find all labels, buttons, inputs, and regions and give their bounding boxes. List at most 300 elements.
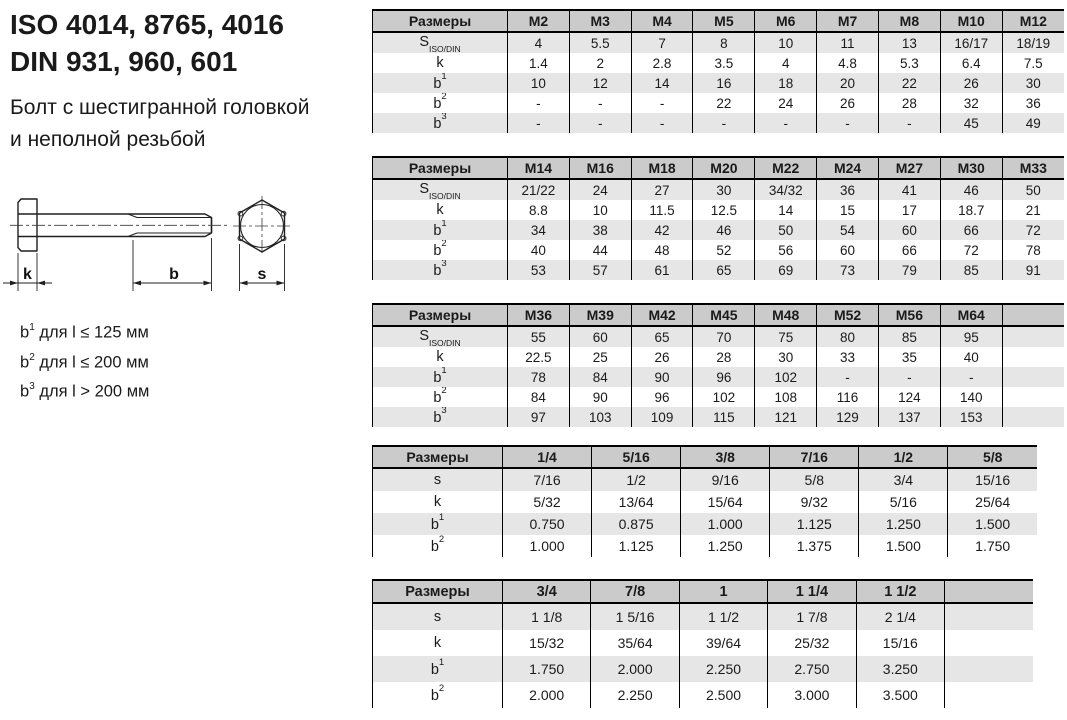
table-cell: 80 bbox=[817, 326, 879, 347]
table-cell: 13 bbox=[878, 32, 940, 53]
table-cell: 11 bbox=[817, 32, 879, 53]
header-row bbox=[373, 304, 1065, 326]
table-cell: 41 bbox=[878, 179, 940, 200]
table-cell: 4 bbox=[508, 32, 570, 53]
column-header: M42 bbox=[631, 304, 693, 326]
table-cell: 36 bbox=[1002, 93, 1064, 113]
table-cell: 102 bbox=[755, 367, 817, 387]
title-iso: ISO 4014, 8765, 4016 bbox=[10, 9, 284, 40]
table-cell: 0.750 bbox=[503, 513, 592, 535]
column-header bbox=[945, 580, 1033, 603]
table-cell: 108 bbox=[755, 387, 817, 407]
dimension-table bbox=[372, 156, 1064, 280]
table-cell: - bbox=[693, 113, 755, 133]
table-cell: 15/16 bbox=[856, 630, 944, 656]
table-cell: 50 bbox=[1002, 179, 1064, 200]
table-cell: 95 bbox=[940, 326, 1002, 347]
table-cell: 2.000 bbox=[591, 656, 679, 682]
table-cell: 96 bbox=[631, 387, 693, 407]
table-cell bbox=[945, 656, 1033, 682]
table-cell: 1.250 bbox=[859, 513, 948, 535]
table-row bbox=[373, 630, 1034, 656]
table-cell bbox=[1002, 387, 1064, 407]
table-cell: - bbox=[878, 367, 940, 387]
column-header: M14 bbox=[508, 157, 570, 179]
table-cell: 15/64 bbox=[681, 491, 770, 513]
table-cell: 3.250 bbox=[856, 656, 944, 682]
table-cell: 18 bbox=[755, 73, 817, 93]
table-cell: 124 bbox=[878, 387, 940, 407]
dim-label-s: s bbox=[257, 266, 267, 283]
table-row bbox=[373, 179, 1065, 200]
table-cell: 7 bbox=[631, 32, 693, 53]
table-cell: - bbox=[940, 367, 1002, 387]
table-cell: 55 bbox=[508, 326, 570, 347]
row-label: $S_{ISO/DIN}$ bbox=[373, 326, 508, 347]
table-cell: 60 bbox=[569, 326, 631, 347]
dimension-table bbox=[372, 303, 1064, 427]
table-cell: 45 bbox=[940, 113, 1002, 133]
table-cell: 2 bbox=[569, 53, 631, 73]
table-cell: 140 bbox=[940, 387, 1002, 407]
column-header bbox=[1002, 304, 1064, 326]
table-cell: 1.4 bbox=[508, 53, 570, 73]
column-header: 1/2 bbox=[859, 446, 948, 468]
table-cell: 10 bbox=[508, 73, 570, 93]
table-row bbox=[373, 53, 1065, 73]
table-cell: 34 bbox=[508, 220, 570, 240]
table-cell: 35 bbox=[878, 347, 940, 367]
table-cell: 3.000 bbox=[768, 682, 856, 708]
table-cell: 40 bbox=[508, 240, 570, 260]
column-header: M2 bbox=[508, 10, 570, 32]
title-din: DIN 931, 960, 601 bbox=[10, 46, 238, 77]
table-cell: 12.5 bbox=[693, 200, 755, 220]
table-cell: 1.125 bbox=[592, 535, 681, 557]
table-cell: 4.8 bbox=[817, 53, 879, 73]
column-header: Размеры bbox=[373, 580, 503, 603]
table-cell: 53 bbox=[508, 260, 570, 280]
table-cell: 84 bbox=[508, 387, 570, 407]
column-header: M52 bbox=[817, 304, 879, 326]
table-cell: 5/16 bbox=[859, 491, 948, 513]
table-cell: 17 bbox=[878, 200, 940, 220]
table-cell: 2.250 bbox=[591, 682, 679, 708]
table-cell: 7.5 bbox=[1002, 53, 1064, 73]
table-cell bbox=[945, 682, 1033, 708]
row-label: $b^3$ bbox=[373, 407, 508, 427]
table-cell: - bbox=[631, 93, 693, 113]
table-cell: 11.5 bbox=[631, 200, 693, 220]
table-cell: - bbox=[631, 113, 693, 133]
subtitle-line-2: и неполной резьбой bbox=[10, 128, 206, 151]
column-header: M30 bbox=[940, 157, 1002, 179]
header-row bbox=[373, 10, 1065, 32]
row-label: $b^1$ bbox=[373, 73, 508, 93]
table-cell: 49 bbox=[1002, 113, 1064, 133]
table-cell: 48 bbox=[631, 240, 693, 260]
row-label: $S_{ISO/DIN}$ bbox=[373, 32, 508, 53]
table-cell: 39/64 bbox=[679, 630, 767, 656]
note-b2: $b^2$ для l ≤ 200 мм bbox=[20, 351, 149, 371]
table-cell: 25 bbox=[569, 347, 631, 367]
row-label: k bbox=[373, 53, 508, 73]
table-row bbox=[373, 387, 1065, 407]
table-cell: 8 bbox=[693, 32, 755, 53]
column-header: Размеры bbox=[373, 10, 508, 32]
thread-length-notes bbox=[20, 316, 149, 405]
table-cell: 2.8 bbox=[631, 53, 693, 73]
dim-label-b: b bbox=[169, 266, 179, 283]
row-label: $b^2$ bbox=[373, 240, 508, 260]
table-cell: 1.750 bbox=[948, 535, 1037, 557]
column-header: 3/4 bbox=[503, 580, 591, 603]
table-cell: - bbox=[569, 113, 631, 133]
table-cell: 22.5 bbox=[508, 347, 570, 367]
table-cell bbox=[1002, 347, 1064, 367]
table-row bbox=[373, 326, 1065, 347]
table-row bbox=[373, 603, 1034, 630]
table-cell: 102 bbox=[693, 387, 755, 407]
table-cell: 97 bbox=[508, 407, 570, 427]
table-cell: 21/22 bbox=[508, 179, 570, 200]
table-cell: 5.3 bbox=[878, 53, 940, 73]
row-label: $b^2$ bbox=[373, 93, 508, 113]
table-row bbox=[373, 468, 1038, 491]
table-cell: 3.500 bbox=[856, 682, 944, 708]
table-cell bbox=[945, 603, 1033, 630]
table-cell: 65 bbox=[693, 260, 755, 280]
table-cell: 18.7 bbox=[940, 200, 1002, 220]
table-cell: 60 bbox=[817, 240, 879, 260]
table-row bbox=[373, 682, 1034, 708]
table-cell: 28 bbox=[693, 347, 755, 367]
table-cell: 66 bbox=[878, 240, 940, 260]
page-title bbox=[10, 6, 284, 80]
column-header: M27 bbox=[878, 157, 940, 179]
table-cell: 22 bbox=[878, 73, 940, 93]
table-cell: 1.125 bbox=[770, 513, 859, 535]
table-row bbox=[373, 347, 1065, 367]
table-cell: 1 1/2 bbox=[679, 603, 767, 630]
table-cell: 65 bbox=[631, 326, 693, 347]
column-header: M39 bbox=[569, 304, 631, 326]
table-cell: 30 bbox=[755, 347, 817, 367]
row-label: $b^3$ bbox=[373, 113, 508, 133]
table-cell: 50 bbox=[755, 220, 817, 240]
column-header: M64 bbox=[940, 304, 1002, 326]
table-cell: 1/2 bbox=[592, 468, 681, 491]
column-header: M22 bbox=[755, 157, 817, 179]
table-cell: 121 bbox=[755, 407, 817, 427]
table-cell: 116 bbox=[817, 387, 879, 407]
table-inch-quarter-to-5-8 bbox=[372, 445, 1037, 557]
table-cell: 96 bbox=[693, 367, 755, 387]
table-row bbox=[373, 407, 1065, 427]
table-cell: 2 1/4 bbox=[856, 603, 944, 630]
row-label: k bbox=[373, 630, 503, 656]
table-cell: 14 bbox=[631, 73, 693, 93]
table-cell: 103 bbox=[569, 407, 631, 427]
column-header: M6 bbox=[755, 10, 817, 32]
column-header: M16 bbox=[569, 157, 631, 179]
table-cell: 46 bbox=[940, 179, 1002, 200]
column-header: M3 bbox=[569, 10, 631, 32]
column-header: M18 bbox=[631, 157, 693, 179]
table-cell: 1.500 bbox=[859, 535, 948, 557]
dim-label-k: k bbox=[23, 266, 32, 283]
table-cell: 32 bbox=[940, 93, 1002, 113]
bolt-drawing bbox=[0, 188, 320, 300]
table-cell: - bbox=[755, 113, 817, 133]
table-cell: 22 bbox=[693, 93, 755, 113]
table-cell: 84 bbox=[569, 367, 631, 387]
table-row bbox=[373, 656, 1034, 682]
table-cell: 8.8 bbox=[508, 200, 570, 220]
table-cell: 60 bbox=[878, 220, 940, 240]
table-cell: 66 bbox=[940, 220, 1002, 240]
table-cell: 46 bbox=[693, 220, 755, 240]
column-header: 1 bbox=[679, 580, 767, 603]
table-row bbox=[373, 73, 1065, 93]
table-metric-m2-m12 bbox=[372, 9, 1064, 133]
table-cell: 10 bbox=[755, 32, 817, 53]
table-cell: 9/16 bbox=[681, 468, 770, 491]
column-header: 1/4 bbox=[503, 446, 592, 468]
table-cell: 26 bbox=[940, 73, 1002, 93]
table-cell: 2.500 bbox=[679, 682, 767, 708]
table-cell: 36 bbox=[817, 179, 879, 200]
table-cell: 52 bbox=[693, 240, 755, 260]
table-cell: 1 7/8 bbox=[768, 603, 856, 630]
table-cell: 14 bbox=[755, 200, 817, 220]
table-cell bbox=[1002, 326, 1064, 347]
column-header: 7/8 bbox=[591, 580, 679, 603]
table-cell: 1.000 bbox=[681, 513, 770, 535]
table-cell: 13/64 bbox=[592, 491, 681, 513]
table-cell: 16 bbox=[693, 73, 755, 93]
column-header: M5 bbox=[693, 10, 755, 32]
table-cell: 21 bbox=[1002, 200, 1064, 220]
table-cell: 75 bbox=[755, 326, 817, 347]
table-cell: - bbox=[569, 93, 631, 113]
table-cell: 35/64 bbox=[591, 630, 679, 656]
note-b3: $b^3$ для l > 200 мм bbox=[20, 381, 150, 401]
table-cell: 30 bbox=[1002, 73, 1064, 93]
table-row bbox=[373, 491, 1038, 513]
row-label: k bbox=[373, 200, 508, 220]
table-row bbox=[373, 200, 1065, 220]
table-cell: 72 bbox=[1002, 220, 1064, 240]
table-row bbox=[373, 220, 1065, 240]
table-cell: 3/4 bbox=[859, 468, 948, 491]
table-cell: 1 1/8 bbox=[503, 603, 591, 630]
table-cell bbox=[945, 630, 1033, 656]
column-header: M24 bbox=[817, 157, 879, 179]
table-cell: 72 bbox=[940, 240, 1002, 260]
table-cell: 25/64 bbox=[948, 491, 1037, 513]
table-cell: 18/19 bbox=[1002, 32, 1064, 53]
table-cell: 3.5 bbox=[693, 53, 755, 73]
column-header: 7/16 bbox=[770, 446, 859, 468]
table-cell: 79 bbox=[878, 260, 940, 280]
table-row bbox=[373, 240, 1065, 260]
column-header: Размеры bbox=[373, 304, 508, 326]
table-cell: 16/17 bbox=[940, 32, 1002, 53]
column-header: 5/16 bbox=[592, 446, 681, 468]
row-label: k bbox=[373, 347, 508, 367]
column-header: Размеры bbox=[373, 446, 503, 468]
table-cell: 2.250 bbox=[679, 656, 767, 682]
table-cell: 115 bbox=[693, 407, 755, 427]
table-cell: 90 bbox=[569, 387, 631, 407]
table-cell: 109 bbox=[631, 407, 693, 427]
table-cell: 27 bbox=[631, 179, 693, 200]
table-cell: 2.750 bbox=[768, 656, 856, 682]
dimension-table bbox=[372, 445, 1037, 557]
table-row bbox=[373, 93, 1065, 113]
table-cell: 1.000 bbox=[503, 535, 592, 557]
column-header: M56 bbox=[878, 304, 940, 326]
table-cell: 24 bbox=[755, 93, 817, 113]
table-cell: 26 bbox=[631, 347, 693, 367]
row-label: $S_{ISO/DIN}$ bbox=[373, 179, 508, 200]
table-cell: 24 bbox=[569, 179, 631, 200]
subtitle-line-1: Болт с шестигранной головкой bbox=[10, 96, 310, 119]
table-row bbox=[373, 367, 1065, 387]
column-header: 1 1/4 bbox=[768, 580, 856, 603]
dimension-table bbox=[372, 579, 1033, 708]
table-cell: 5.5 bbox=[569, 32, 631, 53]
header-row bbox=[373, 157, 1065, 179]
row-label: $b^2$ bbox=[373, 682, 503, 708]
table-cell: 33 bbox=[817, 347, 879, 367]
table-cell: 153 bbox=[940, 407, 1002, 427]
table-cell: 15/16 bbox=[948, 468, 1037, 491]
table-cell: - bbox=[817, 113, 879, 133]
row-label: $b^1$ bbox=[373, 513, 503, 535]
table-cell: - bbox=[508, 113, 570, 133]
table-cell: 73 bbox=[817, 260, 879, 280]
table-cell: 15/32 bbox=[503, 630, 591, 656]
table-row bbox=[373, 535, 1038, 557]
row-label: $b^2$ bbox=[373, 387, 508, 407]
row-label: k bbox=[373, 491, 503, 513]
column-header: M48 bbox=[755, 304, 817, 326]
table-cell: 20 bbox=[817, 73, 879, 93]
table-row bbox=[373, 513, 1038, 535]
table-cell: 57 bbox=[569, 260, 631, 280]
row-label: $b^1$ bbox=[373, 220, 508, 240]
table-cell: 56 bbox=[755, 240, 817, 260]
table-cell: 85 bbox=[940, 260, 1002, 280]
table-cell: 12 bbox=[569, 73, 631, 93]
table-cell: 2.000 bbox=[503, 682, 591, 708]
table-cell: 10 bbox=[569, 200, 631, 220]
row-label: $b^3$ bbox=[373, 260, 508, 280]
table-cell: 1.250 bbox=[681, 535, 770, 557]
table-metric-m36-m64 bbox=[372, 303, 1064, 427]
row-label: $b^1$ bbox=[373, 656, 503, 682]
table-cell: 7/16 bbox=[503, 468, 592, 491]
row-label: s bbox=[373, 468, 503, 491]
table-cell: 78 bbox=[1002, 240, 1064, 260]
table-cell: 137 bbox=[878, 407, 940, 427]
table-cell: 0.875 bbox=[592, 513, 681, 535]
table-cell: 129 bbox=[817, 407, 879, 427]
column-header: M20 bbox=[693, 157, 755, 179]
table-cell: 4 bbox=[755, 53, 817, 73]
table-cell: 91 bbox=[1002, 260, 1064, 280]
table-cell: 26 bbox=[817, 93, 879, 113]
table-cell: 30 bbox=[693, 179, 755, 200]
table-cell: 34/32 bbox=[755, 179, 817, 200]
column-header: M36 bbox=[508, 304, 570, 326]
table-inch-3-4-to-1-1-2 bbox=[372, 579, 1033, 708]
table-cell: 40 bbox=[940, 347, 1002, 367]
table-row bbox=[373, 32, 1065, 53]
column-header: M8 bbox=[878, 10, 940, 32]
header-row bbox=[373, 580, 1034, 603]
table-cell bbox=[1002, 407, 1064, 427]
column-header: M33 bbox=[1002, 157, 1064, 179]
column-header: M4 bbox=[631, 10, 693, 32]
centerlines bbox=[10, 196, 291, 256]
table-cell: 69 bbox=[755, 260, 817, 280]
table-cell: - bbox=[817, 367, 879, 387]
table-row bbox=[373, 113, 1065, 133]
column-header: Размеры bbox=[373, 157, 508, 179]
note-b1: $b^1$ для l ≤ 125 мм bbox=[20, 322, 149, 342]
table-cell: 90 bbox=[631, 367, 693, 387]
row-label: $b^1$ bbox=[373, 367, 508, 387]
table-cell: 5/8 bbox=[770, 468, 859, 491]
column-header: 3/8 bbox=[681, 446, 770, 468]
table-cell: 85 bbox=[878, 326, 940, 347]
table-cell: 1.750 bbox=[503, 656, 591, 682]
column-header: 5/8 bbox=[948, 446, 1037, 468]
table-cell: 1.375 bbox=[770, 535, 859, 557]
table-cell: 25/32 bbox=[768, 630, 856, 656]
dimension-table bbox=[372, 9, 1064, 133]
table-cell: 1.500 bbox=[948, 513, 1037, 535]
table-cell: 6.4 bbox=[940, 53, 1002, 73]
subtitle bbox=[10, 92, 309, 156]
table-cell: 5/32 bbox=[503, 491, 592, 513]
column-header: M45 bbox=[693, 304, 755, 326]
table-cell: 15 bbox=[817, 200, 879, 220]
table-cell: 9/32 bbox=[770, 491, 859, 513]
table-cell: - bbox=[508, 93, 570, 113]
table-cell: 28 bbox=[878, 93, 940, 113]
table-cell: 38 bbox=[569, 220, 631, 240]
column-header: M10 bbox=[940, 10, 1002, 32]
table-cell: 1 5/16 bbox=[591, 603, 679, 630]
table-cell: 44 bbox=[569, 240, 631, 260]
table-cell: - bbox=[878, 113, 940, 133]
table-metric-m14-m33 bbox=[372, 156, 1064, 280]
column-header: M7 bbox=[817, 10, 879, 32]
row-label: $b^2$ bbox=[373, 535, 503, 557]
column-header: 1 1/2 bbox=[856, 580, 944, 603]
table-cell: 78 bbox=[508, 367, 570, 387]
row-label: s bbox=[373, 603, 503, 630]
table-cell bbox=[1002, 367, 1064, 387]
table-cell: 54 bbox=[817, 220, 879, 240]
header-row bbox=[373, 446, 1038, 468]
column-header: M12 bbox=[1002, 10, 1064, 32]
table-cell: 61 bbox=[631, 260, 693, 280]
